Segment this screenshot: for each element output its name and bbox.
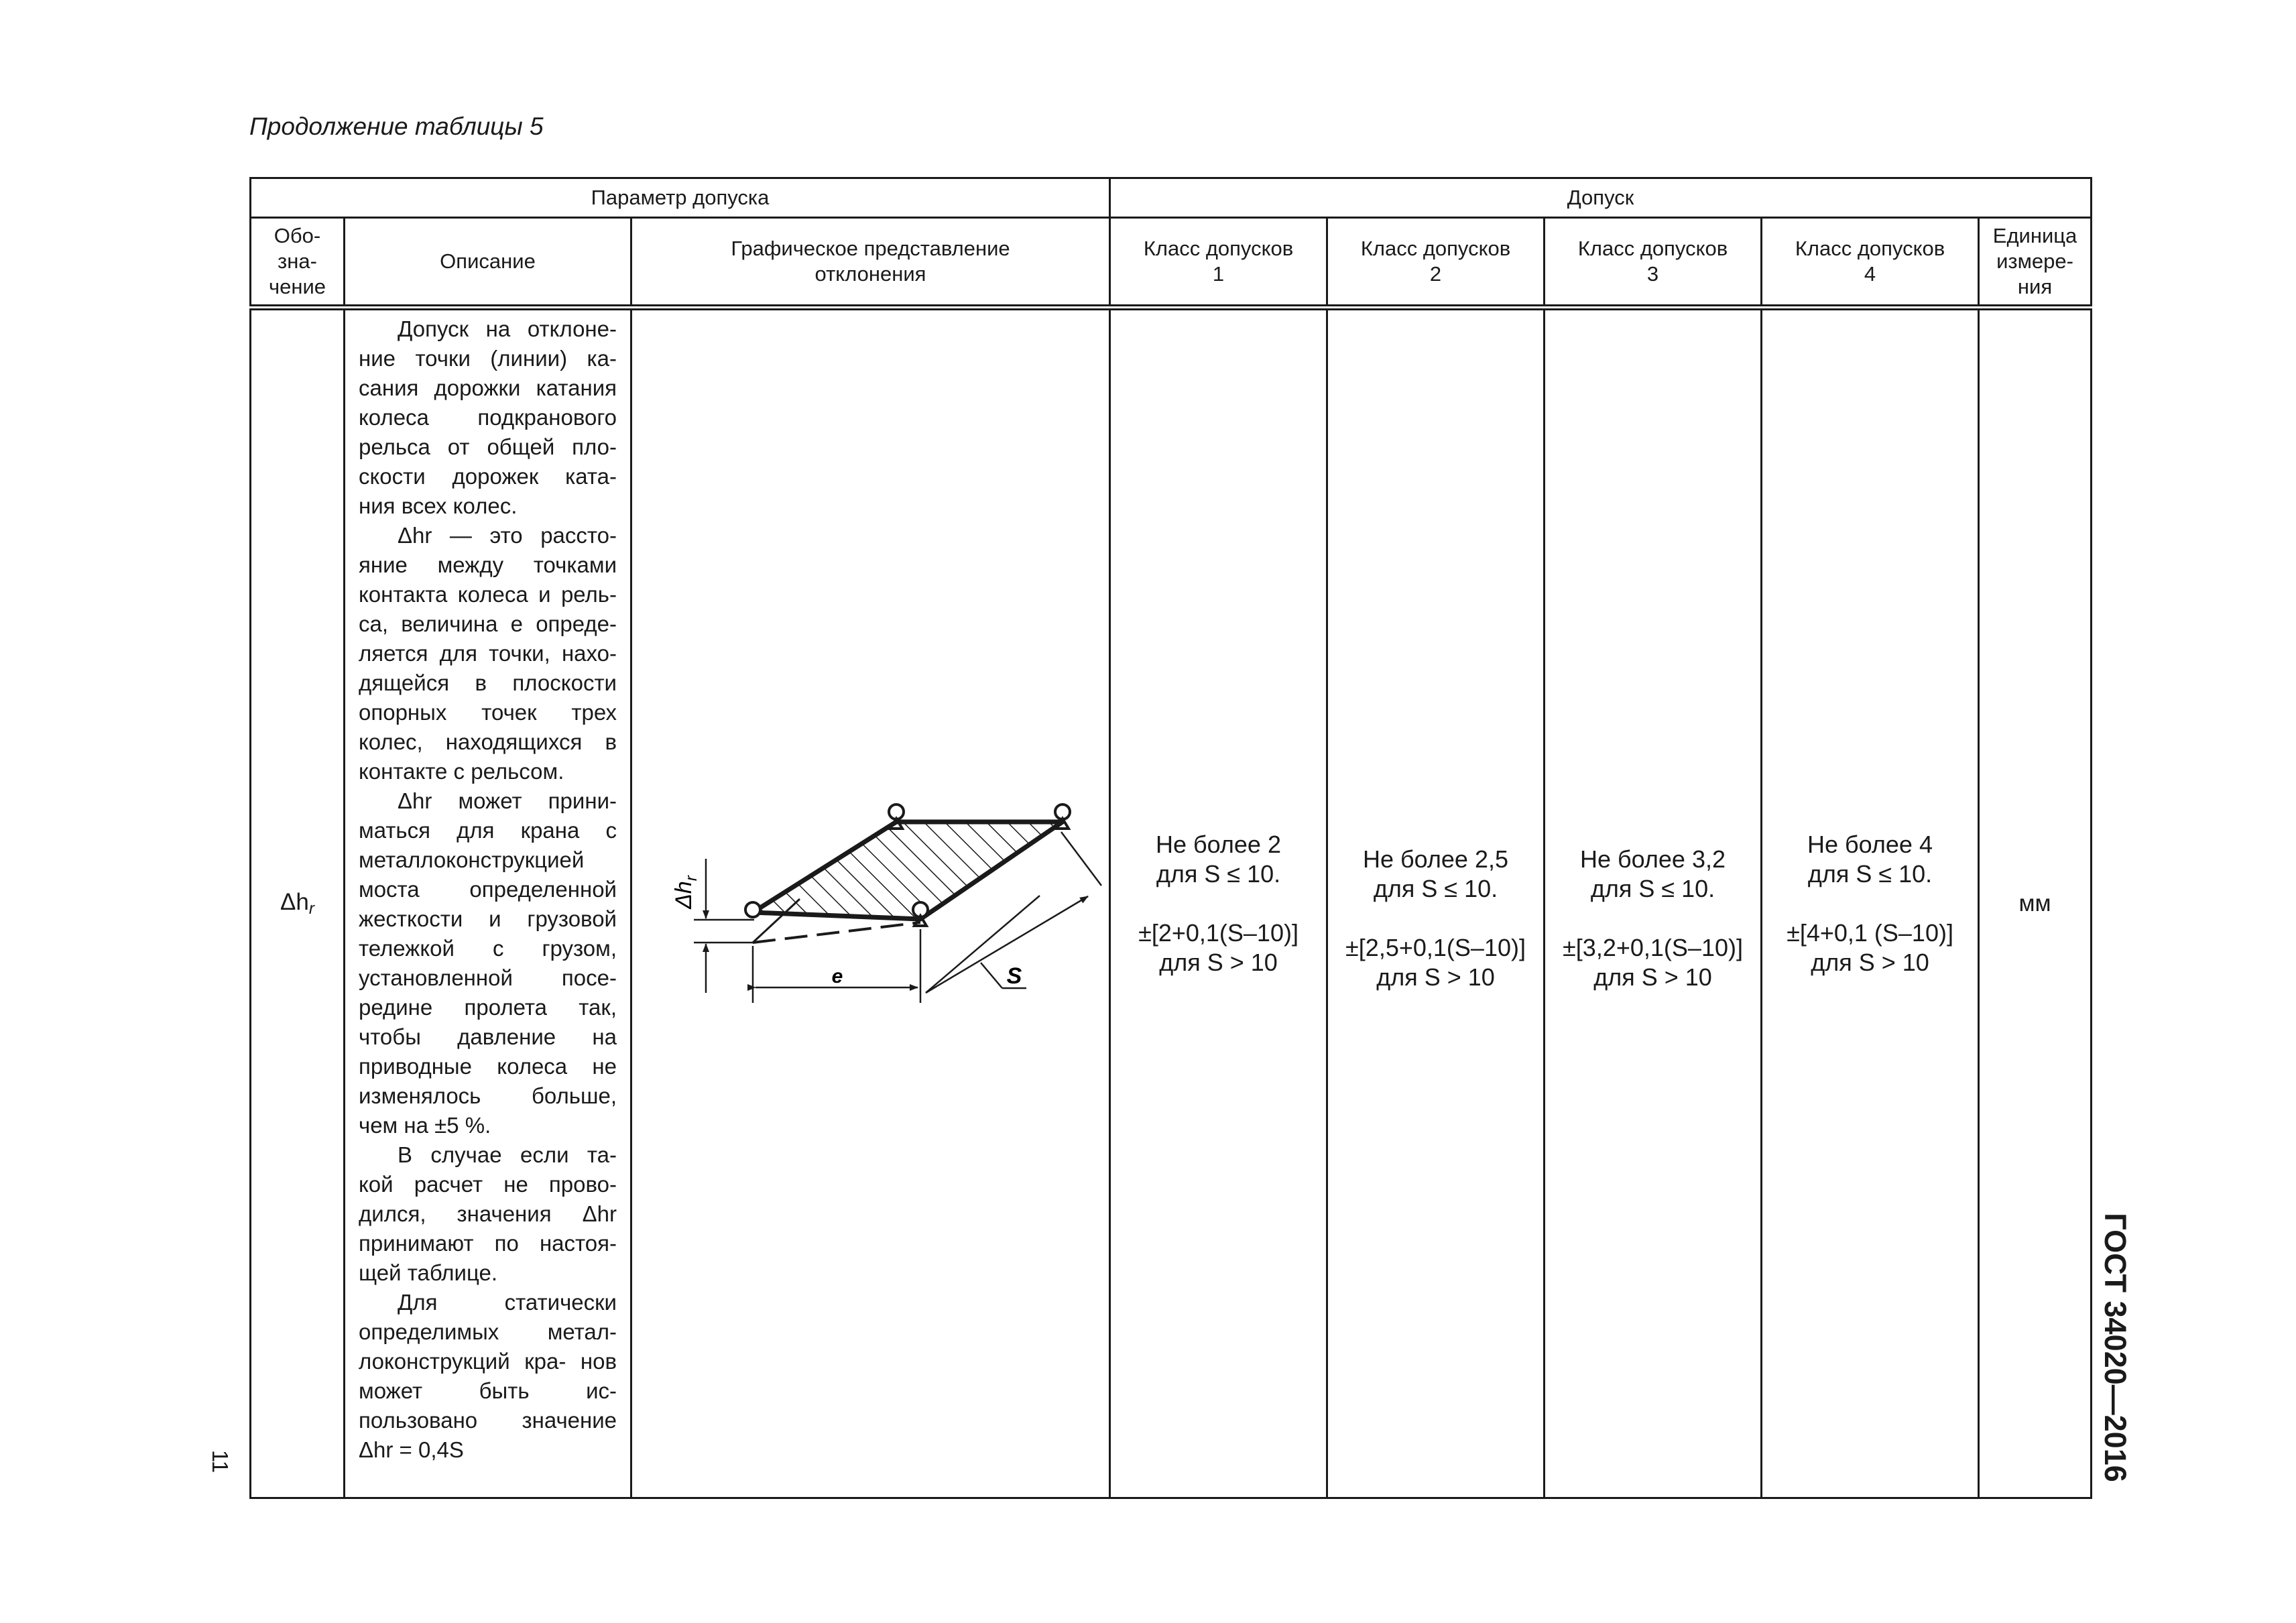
tolerance-line: Не более 3,2 [1580,845,1726,873]
description-line: ние точки (линии) ка- [359,346,617,371]
tolerance-line: ±[4+0,1 (S–10)] [1787,919,1953,947]
description-line: изменялось больше, [359,1083,617,1108]
description-paragraph [359,314,617,521]
tolerance-line: для S ≤ 10. [1807,860,1933,888]
tolerance-line: Не более 4 [1807,831,1933,858]
header-unit-line: измере- [1996,249,2073,273]
tolerance-line: для S ≤ 10. [1590,875,1715,902]
description-line: Допуск на отклоне- [398,316,617,341]
table-row [251,308,2092,1498]
description-line: кой расчет не прово- [359,1172,617,1197]
header-designation-line: зна- [278,249,317,273]
header-row-columns [251,218,2092,308]
header-tolerance-group: Допуск [1110,178,2092,218]
tolerance-table [249,177,2092,1499]
description-line: чем на ±5 %. [359,1113,491,1138]
tolerance-line: для S > 10 [1811,949,1929,976]
tolerance-line: ±[3,2+0,1(S–10)] [1563,934,1743,961]
dh-label-base: Δh [671,881,697,909]
description-paragraph [359,1140,617,1288]
description-line: маться для крана с [359,818,617,843]
description-line: определимых метал- [359,1319,617,1344]
tolerance-class-2 [1327,308,1545,1498]
description-paragraph [359,786,617,1140]
description-line: колеса подкранового [359,405,617,430]
description-line: Δhr — это рассто- [398,523,617,548]
hatched-plane [753,822,1063,919]
header-description: Описание [345,218,631,308]
tolerance-line: ±[2,5+0,1(S–10)] [1345,934,1526,961]
header-class-label: Класс допусков [1795,237,1945,260]
header-unit-line: Единица [1992,224,2077,247]
description-line: щей таблице. [359,1260,497,1285]
symbol-subscript: r [308,900,315,918]
header-unit-line: ния [2017,275,2053,298]
header-parameter-group: Параметр допуска [251,178,1110,218]
tolerance-line: для S > 10 [1593,963,1712,991]
header-class-label: Класс допусков [1577,237,1728,260]
tolerance-line: Не более 2,5 [1363,845,1508,873]
header-designation-line: чение [268,275,326,298]
header-designation-line: Обо- [274,224,321,247]
dh-label-sub: r [682,876,701,882]
header-class-number: 2 [1429,262,1442,286]
header-row-groups [251,178,2092,218]
description-line: металлоконструкцией [359,847,585,872]
description-paragraph [359,521,617,786]
description-line: приводные колеса не [359,1054,617,1079]
header-class-4 [1762,218,1979,308]
header-class-number: 1 [1212,262,1225,286]
e-label: e [831,965,843,987]
description-line: дящейся в плоскости [359,670,617,695]
header-class-label: Класс допусков [1360,237,1511,260]
description-line: колес, находящихся [359,729,583,754]
tolerance-line: для S ≤ 10. [1156,860,1281,888]
header-class-number: 4 [1864,262,1876,286]
description-line: опорных точек трех [359,700,617,725]
tolerance-class-3 [1545,308,1762,1498]
header-class-number: 3 [1646,262,1659,286]
description-line: моста определенной [359,877,617,902]
description-line: ния всех колес. [359,493,518,518]
unit-cell: мм [1979,308,2092,1498]
graphic-cell [631,308,1110,1498]
description-line: жесткости и грузовой [359,906,617,931]
header-class-3 [1545,218,1762,308]
description-line: принимают по настоя- [359,1231,617,1256]
s-label: S [1006,963,1022,989]
designation-cell [251,308,345,1498]
table-caption: Продолжение таблицы 5 [249,113,544,140]
description-line: сания дорожки катания [359,375,617,400]
description-line: Δhr может прини- [398,788,617,813]
description-line: установленной посе- [359,965,617,990]
description-line: дился, значения Δhr [359,1201,617,1226]
description-line: контакта колеса и рель- [359,582,617,607]
header-class-label: Класс допусков [1143,237,1294,260]
description-line: локонструкций кра- [359,1349,566,1374]
tolerance-class-1 [1110,308,1327,1498]
description-line: чтобы давление на [359,1024,617,1049]
description-line: Для статически [398,1290,617,1315]
tolerance-line: Не более 2 [1156,831,1281,858]
tolerance-line: для S ≤ 10. [1373,875,1498,902]
header-graphic-line: отклонения [814,262,926,286]
description-line: рельса от общей пло- [359,434,617,459]
header-designation [251,218,345,308]
header-graphic-line: Графическое представление [731,237,1010,260]
description-line: Δhr = 0,4S [359,1437,464,1462]
page-number: 11 [208,1449,233,1474]
description-line: редине пролета так, [359,995,617,1020]
description-line: пользовано значение [359,1408,617,1433]
description-line: яние между точками [359,552,617,577]
header-class-1 [1110,218,1327,308]
standard-designation: ГОСТ 34020—2016 [2098,1213,2132,1482]
tolerance-line: ±[2+0,1(S–10)] [1138,919,1298,947]
tolerance-line: для S > 10 [1376,963,1495,991]
description-line: скости дорожек ката- [359,464,617,489]
description-cell [345,308,631,1498]
header-class-2 [1327,218,1545,308]
dh-label [671,875,701,910]
symbol-base: Δh [280,888,309,915]
description-line: В случае если та- [398,1142,617,1167]
description-paragraph [359,1288,617,1465]
tolerance-class-4 [1762,308,1979,1498]
header-unit [1979,218,2092,308]
description-line: са, величина e опреде- [359,611,617,636]
description-line: ляется для точки, нахо- [359,641,617,666]
description-line: тележкой с грузом, [359,936,617,961]
tolerance-line: для S > 10 [1159,949,1278,976]
description-line: нов может быть ис- [359,1349,617,1403]
header-graphic [631,218,1110,308]
description-line: в контакте с рельсом. [359,729,617,784]
deviation-diagram [632,322,1111,1480]
